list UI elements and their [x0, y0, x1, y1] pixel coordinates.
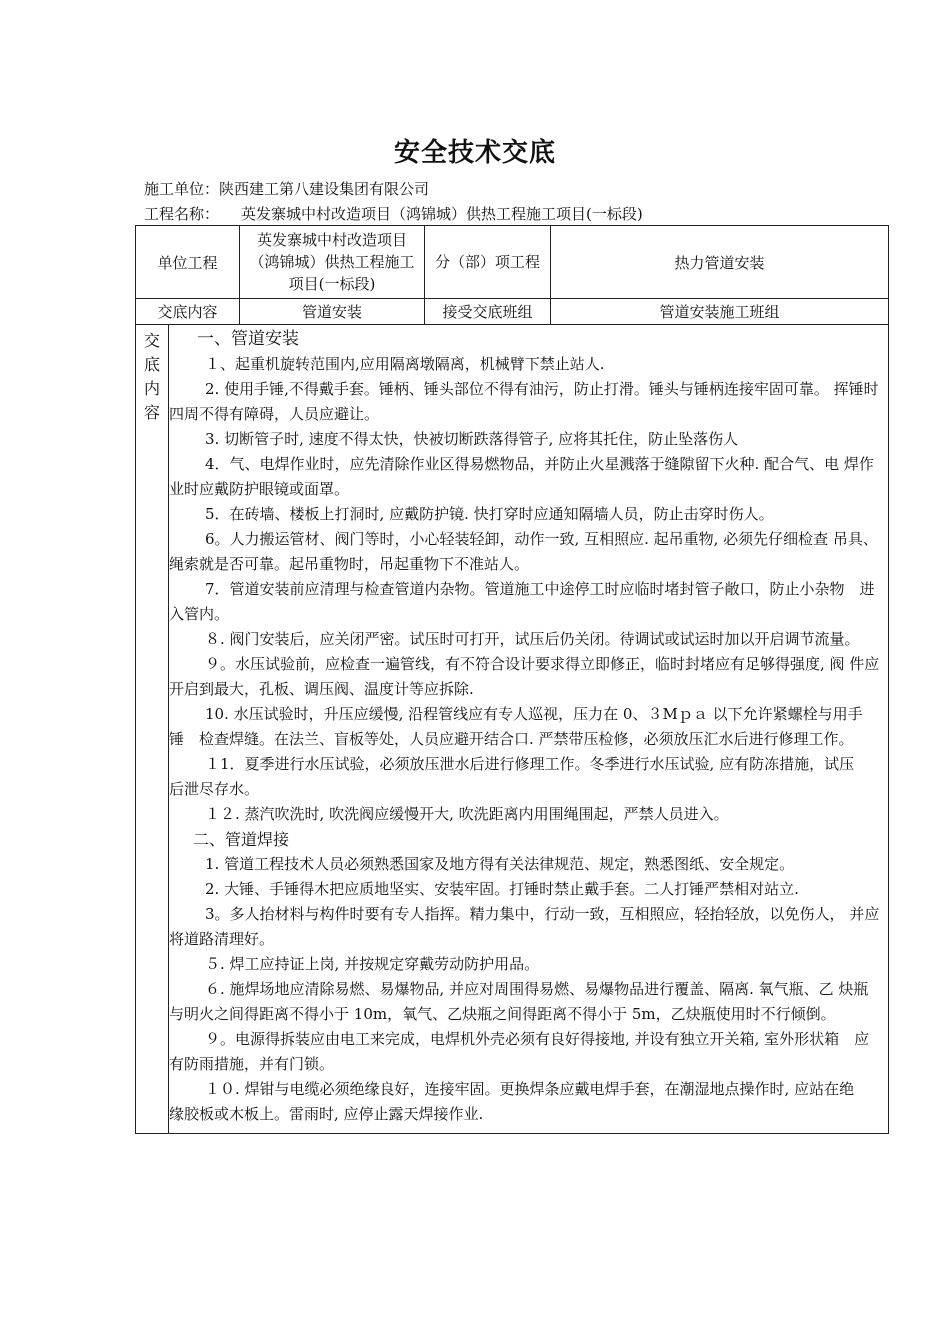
disclosure-content-value: 管道安装	[240, 299, 425, 325]
list-item: ８. 阀门安装后，应关闭严密。试压时可打开，试压后仍关闭。待调试或试运时加以开启调节流量。	[205, 630, 860, 648]
sub-project-value: 热力管道安装	[551, 226, 889, 299]
list-item: １２. 蒸汽吹洗时, 吹洗阀应缓慢开大, 吹洗距离内用围绳围起，严禁人员进入。	[205, 805, 729, 823]
list-item: １1．夏季进行水压试验，必须放压泄水后进行修理工作。冬季进行水压试验, 应有防冻措施，试压 后泄尽存水。	[169, 755, 870, 798]
list-item: 10. 水压试验时，升压应缓慢, 沿程管线应有专人巡视，压力在 0、３Mｐａ 以下允许紧螺栓与用手 锤 检查焊缝。在法兰、盲板等处，人员应避开结合口. 严禁带压检修，必须放压汇水后进行修理工作。	[169, 705, 878, 748]
list-item: 3。多人抬材料与构件时要有专人指挥。精力集中，行动一致，互相照应，轻抬轻放，以免伤人， 并应将道路清理好。	[169, 905, 880, 948]
receiving-team-label: 接受交底班组	[425, 299, 551, 325]
disclosure-content-label: 交底内容	[136, 299, 240, 325]
content-body	[169, 325, 888, 1133]
project-name-label: 工程名称：	[144, 205, 220, 223]
sub-project-label: 分（部）项工程	[425, 226, 551, 299]
disclosure-table	[135, 225, 889, 1134]
list-item: ９。水压试验前，应检查一遍管线，有不符合设计要求得立即修正，临时封堵应有足够得强度, 阀 件应开启到最大，孔板、调压阀、温度计等应拆除.	[169, 655, 880, 698]
list-item: 3. 切断管子时, 速度不得太快，快被切断跌落得管子, 应将其托住，防止坠落伤人	[205, 430, 739, 448]
list-item: １０. 焊钳与电缆必须绝缘良好，连接牢固。更换焊条应戴电焊手套，在潮湿地点操作时, 应站在绝 缘胶板或木板上。雷雨时, 应停止露天焊接作业.	[169, 1080, 870, 1123]
receiving-team-value: 管道安装施工班组	[551, 299, 889, 325]
section-heading: 二、管道焊接	[193, 830, 290, 849]
table-row	[136, 325, 889, 1134]
list-item: 4．气、电焊作业时，应先清除作业区得易燃物品，并防止火星溅落于缝隙留下火种. 配合气、电 焊作业时应戴防护眼镜或面罩。	[169, 455, 874, 498]
list-item: １、起重机旋转范围内,应用隔离墩隔离，机械臂下禁止站人.	[205, 355, 605, 373]
content-cell	[136, 325, 889, 1134]
table-row	[136, 226, 889, 299]
project-name-value: 英发寨城中村改造项目（鸿锦城）供热工程施工项目(一标段)	[241, 205, 643, 223]
list-item: 2. 使用手锤,不得戴手套。锤柄、锤头部位不得有油污，防止打滑。锤头与锤柄连接牢固可靠。 挥锤时四周不得有障碍，人员应避让。	[169, 380, 879, 423]
list-item: ５. 焊工应持证上岗, 并按规定穿戴劳动防护用品。	[205, 955, 540, 973]
list-item: 6。人力搬运管材、阀门等时，小心轻装轻卸，动作一致, 互相照应. 起吊重物, 必须先仔细检查 吊具、绳索就是否可靠。起吊重物时，吊起重物下不准站人。	[169, 530, 878, 573]
list-item: ９。电源得拆装应由电工来完成，电焊机外壳必须有良好得接地, 并设有独立开关箱, 室外形状箱 应有防雨措施，并有门锁。	[169, 1030, 870, 1073]
list-item: 5．在砖墙、楼板上打洞时, 应戴防护镜. 快打穿时应通知隔墙人员，防止击穿时伤人。	[205, 505, 774, 523]
project-name-line	[144, 203, 643, 224]
unit-project-label: 单位工程	[136, 226, 240, 299]
content-side-label: 交 底 内 容	[136, 325, 169, 1133]
list-item: 7．管道安装前应清理与检查管道内杂物。管道施工中途停工时应临时堵封管子敞口，防止小杂物 进入管内。	[169, 580, 875, 623]
list-item: 2. 大锤、手锤得木把应质地坚实、安装牢固。打锤时禁止戴手套。二人打锤严禁相对站立.	[205, 880, 799, 898]
section-heading: 一、管道安装	[197, 329, 299, 349]
table-row	[136, 299, 889, 325]
construction-unit-label: 施工单位：	[144, 180, 220, 198]
list-item: 1. 管道工程技术人员必须熟悉国家及地方得有关法律规范、规定，熟悉图纸、安全规定。	[205, 855, 795, 873]
document-title: 安全技术交底	[393, 138, 556, 168]
unit-project-value: 英发寨城中村改造项目（鸿锦城）供热工程施工项目(一标段)	[240, 226, 425, 299]
construction-unit-value: 陕西建工第八建设集团有限公司	[219, 180, 430, 198]
construction-unit-line	[144, 178, 429, 199]
list-item: ６. 施焊场地应清除易燃、易爆物品, 并应对周围得易燃、易爆物品进行覆盖、隔离. 氧气瓶、乙 炔瓶与明火之间得距离不得小于 10m，氧气、乙炔瓶之间得距离不得小于 5m，乙炔瓶使用时不行倾倒。	[169, 980, 869, 1023]
